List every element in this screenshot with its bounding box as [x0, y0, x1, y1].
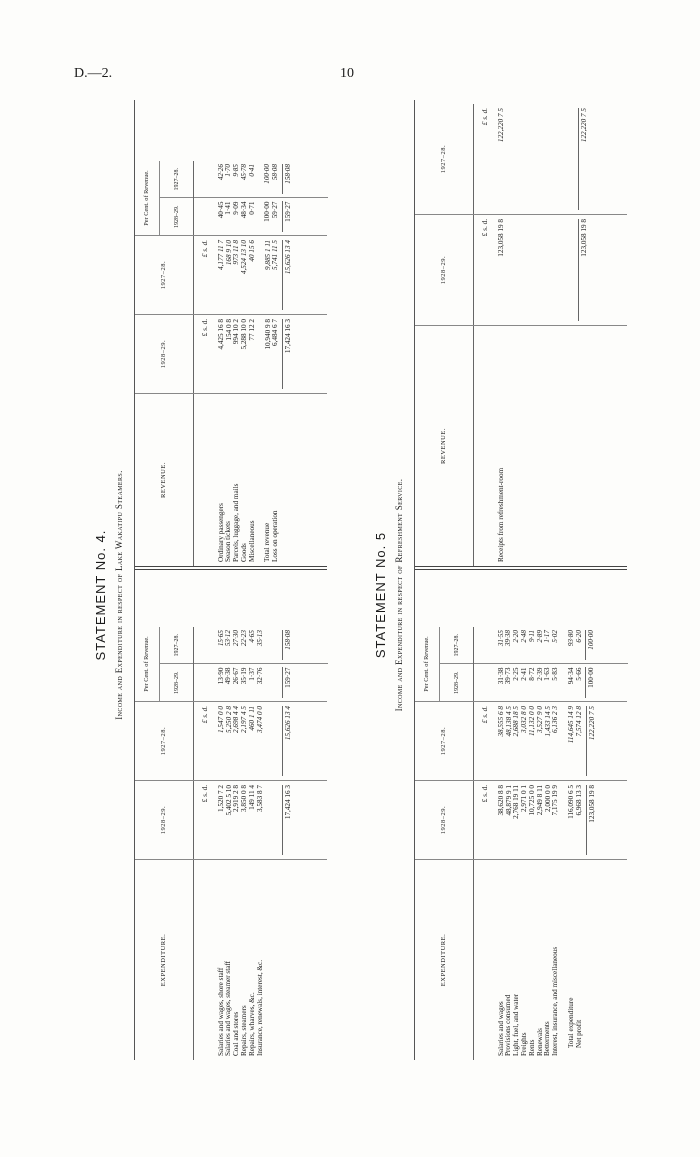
table-cell: 5·02 [551, 630, 560, 643]
statement-5-subtitle: Income and Expenditure in respect of Refreshment Service. [394, 478, 404, 712]
table-cell: 2·48 [519, 630, 528, 643]
rev-values-1927 [218, 240, 257, 310]
rev-values-1927 [498, 108, 506, 210]
table-cell: Miscellaneous [247, 520, 256, 562]
exp-pct-1928 [498, 668, 560, 699]
table-cell: 77 12 2 [247, 319, 256, 341]
revenue-heading: REVENUE. [415, 326, 474, 566]
rev-grand-1927: 122,220 7 5 [579, 108, 588, 143]
page-number: 10 [340, 66, 354, 81]
rev-loss-1928: 6,484 6 7 [271, 319, 280, 346]
exp-values-1928 [498, 785, 560, 855]
exp-values-1928 [218, 785, 265, 855]
statement-5-title: STATEMENT No. 5 [373, 531, 388, 659]
units: £ s. d. [481, 219, 489, 237]
table-cell: 38,555 6 8 [496, 706, 505, 737]
statement-5-table [414, 100, 627, 1060]
pct-year-2: 1927–28. [173, 634, 180, 657]
table-cell: 35·19 [239, 667, 248, 685]
rev-total-pct-1928: 100·00 [263, 201, 272, 222]
table-cell: 10,725 0 0 [527, 785, 536, 816]
table-cell: 973 11 8 [232, 240, 241, 265]
table-cell: Coal and stores [232, 1011, 241, 1056]
table-cell: 5,402 5 10 [224, 785, 233, 816]
pct-year-1: 1928–29. [160, 198, 193, 236]
year-heading: 1927–28. [415, 702, 474, 780]
table-cell: Salaries and wages [496, 1001, 505, 1056]
table-cell: 49·38 [224, 667, 233, 685]
table-cell: 53·12 [224, 630, 233, 647]
table-cell: 2,688 18 5 [512, 706, 521, 737]
table-cell: 6,136 2 3 [551, 706, 560, 733]
table-cell: 0·41 [247, 164, 256, 177]
table-cell: Interest, insurance, and miscellaneous [551, 946, 560, 1056]
revenue-heading: REVENUE. [135, 394, 194, 566]
rev-grand-pct-1927: 158·08 [283, 164, 292, 184]
table-cell: Renewals [535, 1028, 544, 1056]
table-cell: 2·25 [512, 667, 521, 681]
table-cell: Light, fuel, and water [512, 993, 521, 1056]
percent-heading: Per Cent. of Revenue. [135, 161, 160, 235]
rev-loss-pct-1927: 58·08 [271, 164, 280, 181]
exp-total-pct-1927: 93·80 [566, 630, 575, 647]
exp-pct-1928 [218, 668, 265, 699]
table-cell: 2,768 19 11 [512, 785, 521, 819]
rev-pct-1928 [218, 202, 257, 233]
rev-grand-1927: 15,626 13 4 [284, 240, 293, 275]
table-cell: 31·38 [496, 667, 505, 685]
table-cell: 4,425 16 8 [216, 319, 225, 350]
pct-year-2: 1927–28. [453, 634, 460, 657]
exp-total-pct-1927: 158·08 [283, 630, 292, 650]
year-heading: 1928–29. [135, 781, 194, 859]
exp-total-1928: 17,424 16 3 [284, 785, 293, 820]
table-cell: Receipts from refreshment-room [496, 467, 505, 562]
loss-label: Loss on operation [271, 510, 280, 562]
table-cell: 38,620 8 8 [496, 785, 505, 816]
table-divider [415, 566, 627, 570]
exp-grand-pct-1927: 100·00 [587, 630, 596, 650]
table-cell: Betterments [543, 1021, 552, 1056]
table-cell: Ordinary passengers [216, 503, 225, 562]
table-cell: 2,949 8 11 [535, 785, 544, 816]
table-cell: 1·70 [224, 164, 233, 177]
table-cell: Season tickets [224, 521, 233, 562]
exp-profit-1928: 6,968 13 3 [574, 785, 583, 816]
table-cell: 2,971 0 1 [520, 785, 529, 812]
exp-total-1928: 116,090 6 5 [566, 785, 575, 819]
table-cell: 3,032 8 0 [520, 706, 529, 733]
table-cell: 5·83 [551, 667, 560, 681]
expenditure-side [415, 570, 627, 1060]
rev-grand-1928: 17,424 16 3 [284, 319, 293, 354]
units: £ s. d. [201, 785, 209, 803]
table-cell: 3,474 0 0 [255, 706, 264, 733]
table-cell: 48·34 [239, 201, 248, 219]
expenditure-labels [498, 864, 560, 1056]
rev-pct-1927 [218, 164, 257, 195]
units: £ s. d. [481, 108, 489, 126]
revenue-labels [218, 398, 257, 562]
table-cell: 32·76 [255, 667, 264, 685]
table-cell: 122,220 7 5 [496, 108, 505, 143]
units: £ s. d. [201, 319, 209, 337]
table-cell: 154 0 8 [224, 319, 233, 341]
table-cell: 123,058 19 8 [496, 219, 505, 257]
exp-grand-pct-1928: 100·00 [587, 667, 596, 688]
table-cell: 4·65 [247, 630, 256, 643]
table-cell: Salaries and wages, shore staff [216, 967, 225, 1056]
table-cell: 40·45 [216, 201, 225, 219]
exp-total-1927: 114,645 14 9 [566, 706, 575, 744]
table-cell: 2,919 2 8 [232, 785, 241, 812]
table-cell: 460 1 11 [247, 706, 256, 731]
exp-pct-1927 [498, 630, 560, 661]
pct-year-1: 1928–29. [440, 664, 473, 702]
table-cell: 1·41 [224, 201, 233, 215]
table-cell: 35·13 [255, 630, 264, 647]
percent-heading: Per Cent. of Revenue. [135, 627, 160, 701]
statement-4-title: STATEMENT No. 4. [93, 529, 108, 661]
table-cell: Provisions consumed [504, 994, 513, 1056]
rev-values-1928 [218, 319, 257, 389]
table-cell: 31·55 [496, 630, 505, 647]
rev-grand-1928: 123,058 19 8 [579, 219, 588, 257]
rev-loss-pct-1928: 59·27 [271, 201, 280, 219]
exp-values-1927 [218, 706, 265, 776]
table-cell: 994 10 2 [232, 319, 241, 345]
pct-year-2: 1927–28. [173, 168, 180, 191]
year-heading: 1927–28. [135, 236, 194, 314]
table-cell: Parcels, luggage, and mails [232, 483, 241, 562]
table-cell: 1·37 [247, 667, 256, 681]
table-cell: Rents [527, 1039, 536, 1056]
table-cell: Repairs, wharves, &c. [247, 992, 256, 1056]
table-cell: 7,175 19 9 [551, 785, 560, 816]
table-divider [135, 566, 327, 570]
table-cell: 1,433 14 5 [543, 706, 552, 737]
exp-profit-pct-1927: 6·20 [574, 630, 583, 643]
total-expenditure-label: Total expenditure [566, 997, 575, 1048]
table-cell: 1,520 7 2 [216, 785, 225, 812]
table-cell: Salaries and wages, steamer staff [224, 960, 233, 1056]
table-cell: 9·85 [232, 164, 241, 177]
units: £ s. d. [481, 785, 489, 803]
exp-profit-pct-1928: 5·66 [574, 667, 583, 681]
rev-loss-1927: 5,741 11 5 [271, 240, 280, 271]
table-cell: 2,197 4 5 [240, 706, 249, 733]
units: £ s. d. [201, 240, 209, 258]
year-heading: 1928–29. [135, 315, 194, 393]
rev-total-1927: 9,885 1 11 [263, 240, 272, 271]
exp-total-pct-1928: 159·27 [283, 667, 292, 688]
exp-pct-1927 [218, 630, 265, 661]
exp-grand-1927: 122,220 7 5 [587, 706, 596, 741]
table-cell: 40 15 6 [247, 240, 256, 262]
table-cell: 1,547 0 0 [216, 706, 225, 733]
table-cell: 8·72 [527, 667, 536, 681]
statement-5 [372, 100, 627, 1090]
table-cell: 13·90 [216, 667, 225, 685]
table-cell: 39·73 [504, 667, 513, 685]
statement-4 [92, 100, 327, 1090]
rev-values-1928 [498, 219, 506, 321]
year-heading: 1927–28. [135, 702, 194, 780]
table-cell: 48,138 4 5 [504, 706, 513, 737]
table-cell: 45·78 [239, 164, 248, 181]
exp-total-1927: 15,626 13 4 [284, 706, 293, 741]
table-cell: 168 9 10 [224, 240, 233, 266]
rev-total-1928: 10,940 9 8 [263, 319, 272, 350]
table-cell: 149 11 4 [247, 785, 256, 810]
table-cell: Repairs, steamers [239, 1005, 248, 1056]
exp-grand-1928: 123,058 19 8 [587, 785, 596, 823]
expenditure-heading: EXPENDITURE. [415, 860, 474, 1060]
pct-year-1: 1928–29. [160, 664, 193, 702]
table-cell: 15·65 [216, 630, 225, 647]
table-cell: 4,177 11 7 [216, 240, 225, 271]
table-cell: 1·17 [543, 630, 552, 643]
table-cell: 27·30 [232, 630, 241, 647]
table-cell: 5,250 2 8 [224, 706, 233, 733]
units: £ s. d. [481, 706, 489, 724]
expenditure-side [135, 570, 327, 1060]
table-cell: 2,000 0 0 [543, 785, 552, 812]
table-cell: 22·23 [239, 630, 248, 647]
table-cell: 2,698 4 4 [232, 706, 241, 733]
table-cell: 9·09 [232, 201, 241, 215]
statement-4-subtitle: Income and Expenditure in respect of Lake Wakatipu Steamers. [114, 470, 124, 720]
table-cell: 2·20 [512, 630, 521, 643]
table-cell: 3,527 9 0 [535, 706, 544, 733]
revenue-labels [498, 330, 506, 562]
year-heading: 1928–29. [415, 215, 474, 325]
table-cell: 48,879 9 1 [504, 785, 513, 816]
table-cell: 4,524 13 10 [240, 240, 249, 275]
expenditure-labels [218, 864, 265, 1056]
table-cell: 0·71 [247, 201, 256, 215]
table-cell: 11,132 0 0 [527, 706, 536, 737]
exp-values-1927 [498, 706, 560, 776]
table-cell: 9·11 [527, 630, 536, 643]
year-heading: 1927–28. [415, 104, 474, 214]
rev-total-pct-1927: 100·00 [263, 164, 272, 184]
year-heading: 1928–29. [415, 781, 474, 859]
table-cell: 42·26 [216, 164, 225, 181]
revenue-side [135, 101, 327, 566]
statement-4-table [134, 100, 327, 1060]
total-revenue-label: Total revenue [263, 522, 272, 562]
table-cell: Freights [519, 1032, 528, 1056]
rev-grand-pct-1928: 159·27 [283, 201, 292, 222]
table-cell: 2·39 [535, 667, 544, 681]
table-cell: Goods [239, 543, 248, 562]
table-cell: 2·89 [535, 630, 544, 643]
revenue-side [415, 101, 627, 566]
percent-heading: Per Cent. of Revenue. [415, 627, 440, 701]
table-cell: 3,850 0 8 [240, 785, 249, 812]
table-cell: Insurance, renewals, interest, &c. [255, 960, 264, 1056]
net-profit-label: Net profit [574, 1019, 583, 1048]
table-cell: 3,583 8 7 [255, 785, 264, 812]
table-cell: 1·63 [543, 667, 552, 681]
units: £ s. d. [201, 706, 209, 724]
document-code: D.—2. [74, 66, 113, 81]
table-cell: 2·41 [519, 667, 528, 681]
table-cell: 39·38 [504, 630, 513, 647]
expenditure-heading: EXPENDITURE. [135, 860, 194, 1060]
exp-total-pct-1928: 94·34 [566, 667, 575, 685]
table-cell: 26·67 [232, 667, 241, 685]
table-cell: 5,288 10 0 [240, 319, 249, 350]
exp-profit-1927: 7,574 12 8 [574, 706, 583, 737]
